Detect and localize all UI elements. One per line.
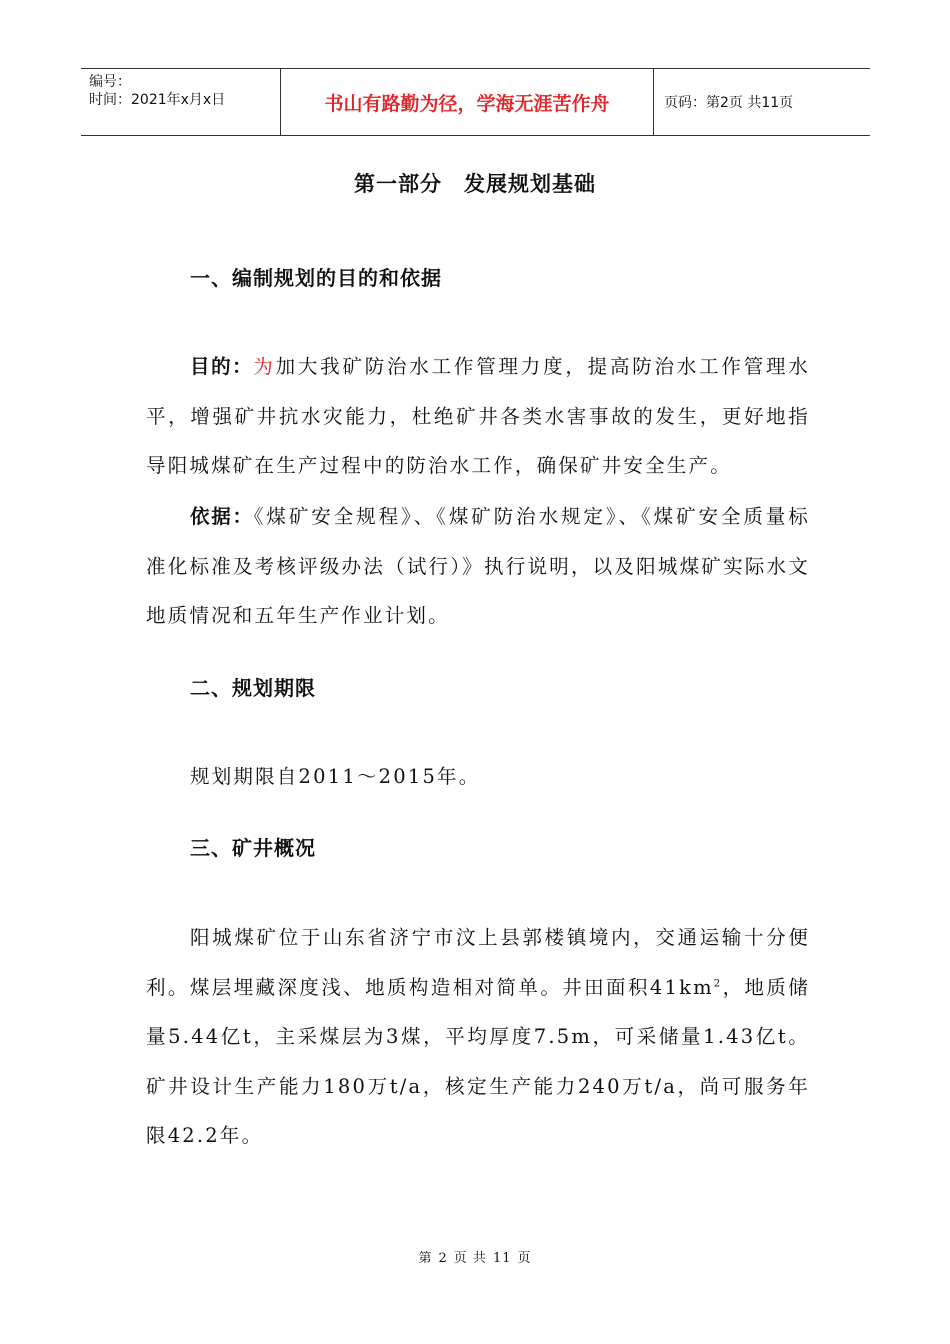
superscript-two: 2 (713, 978, 723, 989)
section-heading-purpose: 一、编制规划的目的和依据 (190, 266, 442, 290)
document-number-label: 编号： (89, 74, 131, 90)
section-heading-overview: 三、矿井概况 (190, 836, 316, 860)
document-time-label: 时间：2021年x月x日 (89, 92, 226, 108)
header-page-info: 页码：第2页 共11页 (664, 95, 794, 111)
purpose-text: 加大我矿防治水工作管理力度，提高防治水工作管理水平，增强矿井抗水灾能力，杜绝矿井各类水害事故的发生，更好地指导阳城煤矿在生产过程中的防治水工作，确保矿井安全生产。 (146, 355, 810, 477)
period-text: 规划期限自2011～2015年。 (190, 765, 481, 788)
footer-middle: 页 共 (453, 1251, 487, 1266)
footer-suffix: 页 (517, 1251, 532, 1266)
section-heading-period: 二、规划期限 (190, 676, 316, 700)
purpose-highlight: 为 (253, 355, 276, 378)
header-meta-cell (81, 69, 281, 135)
page-footer (0, 1247, 950, 1266)
overview-paragraph (146, 913, 810, 1161)
part-title-number: 第一部分 (354, 172, 442, 196)
footer-page-number: 2 (438, 1251, 448, 1266)
overview-text-part2: ，地质储量5.44亿t，主采煤层为3煤，平均厚度7.5m，可采储量1.43亿t。矿井设计生产能力180万t/a，核定生产能力240万t/a，尚可服务年限42.2年。 (146, 975, 810, 1147)
page-header (81, 68, 870, 136)
footer-total-pages: 11 (492, 1251, 512, 1266)
part-title-name: 发展规划基础 (464, 172, 596, 196)
period-paragraph (146, 752, 810, 802)
basis-label: 依据： (190, 505, 254, 528)
footer-prefix: 第 (418, 1251, 433, 1266)
basis-paragraph (146, 492, 810, 641)
part-title (0, 168, 950, 198)
basis-text: 《煤矿安全规程》、《煤矿防治水规定》、《煤矿安全质量标准化标准及考核评级办法（试行）》执行说明，以及阳城煤矿实际水文地质情况和五年生产作业计划。 (146, 505, 810, 627)
purpose-paragraph (146, 342, 810, 491)
overview-text-part1: 阳城煤矿位于山东省济宁市汶上县郭楼镇境内，交通运输十分便利。煤层埋藏深度浅、地质构造相对简单。井田面积41km (146, 926, 810, 999)
purpose-label: 目的： (190, 355, 254, 378)
header-motto: 书山有路勤为径，学海无涯苦作舟 (281, 69, 654, 135)
